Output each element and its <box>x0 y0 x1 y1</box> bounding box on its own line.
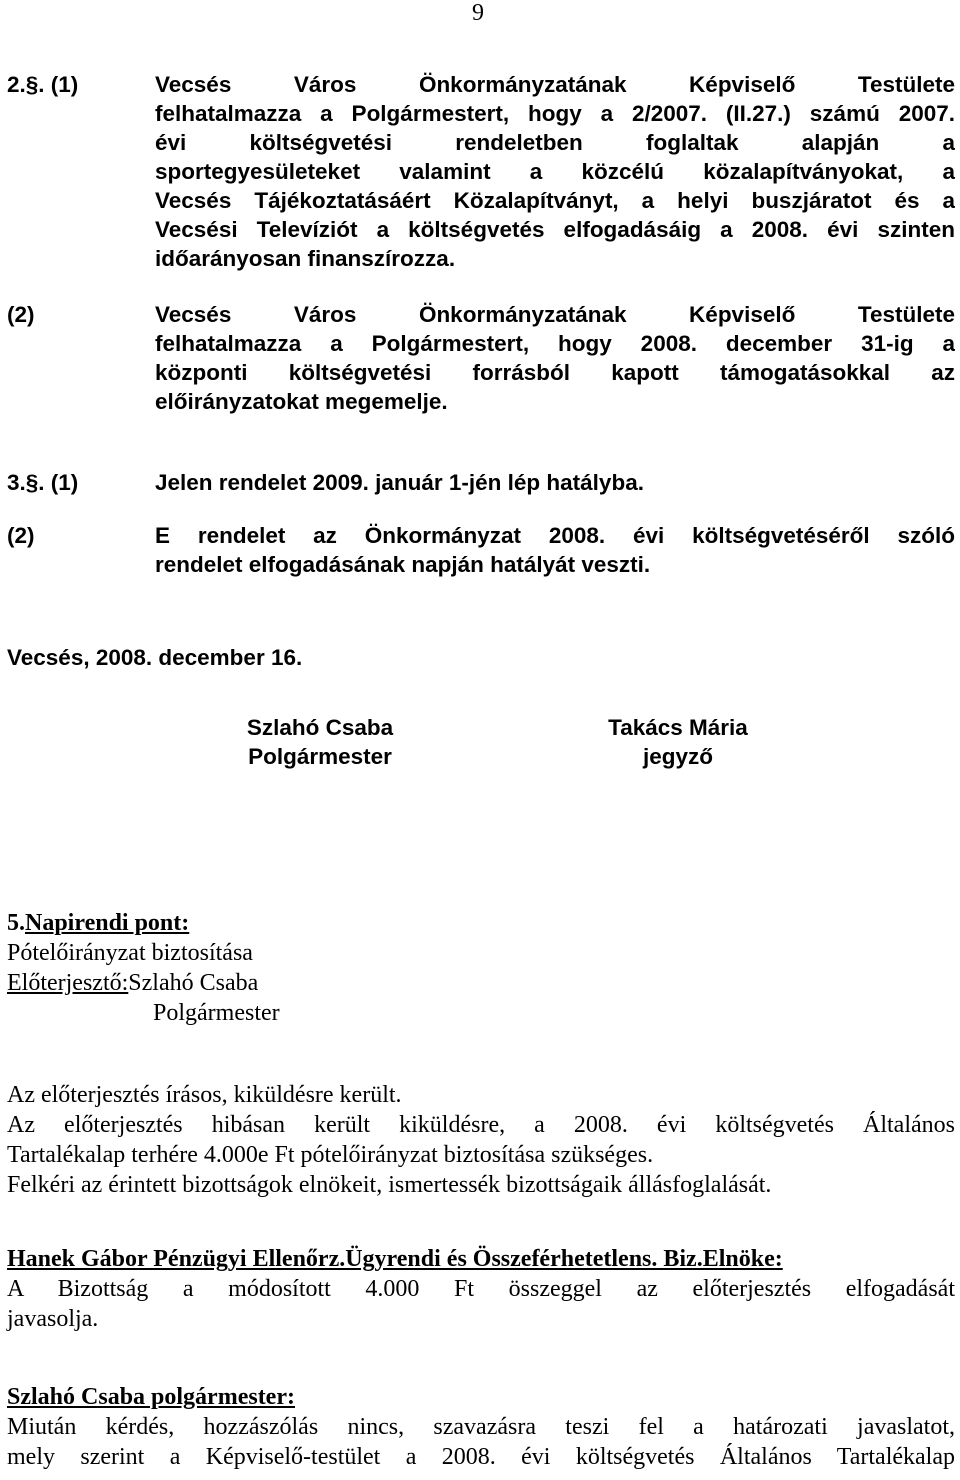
signature-name: Szlahó Csaba <box>246 715 394 740</box>
signature-notary <box>563 713 793 771</box>
section-2-paragraph-1 <box>7 70 955 280</box>
text-line: javasolja. <box>7 1306 99 1332</box>
presenter-title: Polgármester <box>153 1000 280 1026</box>
text-line: mely szerint a Képviselő-testület a 2008. évi költségvetés Általános Tartalékalap <box>7 1444 955 1470</box>
text-line: felhatalmazza a Polgármestert, hogy 2008. december 31-ig a <box>155 331 955 356</box>
text-line: sportegyesületeket valamint a közcélú közalapítványokat, a <box>155 159 955 184</box>
text-line: Vecsés Város Önkormányzatának Képviselő Testülete <box>155 72 955 97</box>
text-line: rendelet elfogadásának napján hatályát veszti. <box>155 552 651 577</box>
section-2-label: 2.§. (1) <box>7 72 79 97</box>
agenda-heading-label: Napirendi pont: <box>25 910 190 936</box>
agenda-description <box>7 1080 955 1200</box>
text-line: Az előterjesztés írásos, kiküldésre került. <box>7 1082 402 1108</box>
text-line: évi költségvetési rendeletben foglaltak alapján a <box>155 130 955 155</box>
page-number: 9 <box>472 0 484 26</box>
committee-statement <box>7 1244 955 1334</box>
signature-title: Polgármester <box>248 744 392 769</box>
section-3-paragraph-2 <box>7 521 955 581</box>
agenda-subject: Pótelőirányzat biztosítása <box>7 940 253 966</box>
text-line: E rendelet az Önkormányzat 2008. évi költségvetéséről szóló <box>155 523 955 548</box>
agenda-number: 5. <box>7 910 25 936</box>
speaker-heading: Hanek Gábor Pénzügyi Ellenőrz.Ügyrendi és Összeférhetetlens. Biz.Elnöke: <box>7 1246 783 1272</box>
place-date: Vecsés, 2008. december 16. <box>7 645 303 670</box>
text-line: felhatalmazza a Polgármestert, hogy a 2/2007. (II.27.) számú 2007. <box>155 101 955 126</box>
speaker-heading: Szlahó Csaba polgármester: <box>7 1384 295 1410</box>
text-line: időarányosan finanszírozza. <box>155 246 456 271</box>
paragraph-label: (2) <box>7 302 35 327</box>
text-line: előirányzatokat megemelje. <box>155 389 448 414</box>
text-line: Vecsés Tájékoztatásáért Közalapítványt, a helyi buszjáratot és a <box>155 188 955 213</box>
section-3-label: 3.§. (1) <box>7 470 79 495</box>
text-line: Az előterjesztés hibásan került kiküldésre, a 2008. évi költségvetés Általános <box>7 1112 955 1138</box>
signature-name: Takács Mária <box>608 715 748 740</box>
text-line: Felkéri az érintett bizottságok elnökeit, ismertessék bizottságaik állásfoglalását. <box>7 1172 772 1198</box>
text-line: Vecsés Város Önkormányzatának Képviselő Testülete <box>155 302 955 327</box>
paragraph-label: (2) <box>7 523 35 548</box>
text-line: Tartalékalap terhére 4.000e Ft pótelőirányzat biztosítása szükséges. <box>7 1142 654 1168</box>
text-line: Miután kérdés, hozzászólás nincs, szavazásra teszi fel a határozati javaslatot, <box>7 1414 955 1440</box>
text-line: központi költségvetési forrásból kapott támogatásokkal az <box>155 360 955 385</box>
section-3-paragraph-1 <box>7 468 955 498</box>
presenter-label: Előterjesztő: <box>7 970 129 996</box>
presenter-name: Szlahó Csaba <box>128 970 259 996</box>
agenda-heading <box>7 908 955 938</box>
mayor-statement <box>7 1382 955 1472</box>
signature-mayor <box>205 713 435 771</box>
text-line: Jelen rendelet 2009. január 1-jén lép hatályba. <box>155 470 644 495</box>
presenter-line <box>7 968 955 998</box>
section-2-paragraph-2 <box>7 300 955 420</box>
text-line: Vecsési Televíziót a költségvetés elfogadásáig a 2008. évi szinten <box>155 217 955 242</box>
signature-title: jegyző <box>642 744 714 769</box>
agenda-item <box>7 908 955 1028</box>
text-line: A Bizottság a módosított 4.000 Ft összeggel az előterjesztés elfogadását <box>7 1276 955 1302</box>
